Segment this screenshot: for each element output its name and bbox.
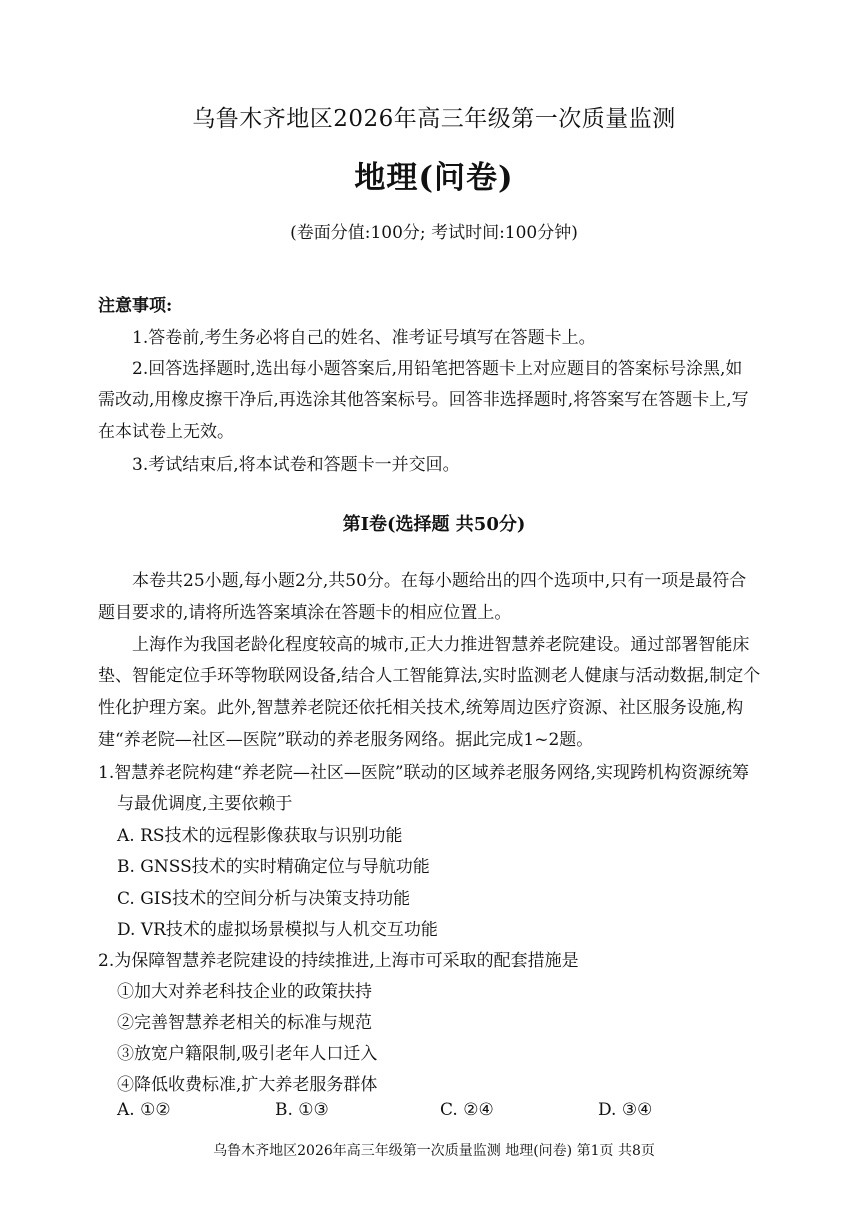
- question-2-stem: 2.为保障智慧养老院建设的持续推进,上海市可采取的配套措施是: [98, 951, 579, 971]
- question-2-statement: ④降低收费标准,扩大养老服务群体: [117, 1075, 378, 1095]
- subject-title: 地理(问卷): [354, 160, 514, 196]
- question-2-statement: ②完善智慧养老相关的标准与规范: [117, 1013, 372, 1033]
- passage-line: 建“养老院—社区—医院”联动的养老服务网络。据此完成1~2题。: [98, 730, 594, 750]
- exam-title: 乌鲁木齐地区2026年高三年级第一次质量监测: [192, 106, 676, 132]
- notice-item: 1.答卷前,考生务必将自己的姓名、准考证号填写在答题卡上。: [132, 328, 596, 348]
- notice-item: 2.回答选择题时,选出每小题答案后,用铅笔把答题卡上对应题目的答案标号涂黑,如: [132, 359, 743, 379]
- question-1-option: A. RS技术的远程影像获取与识别功能: [117, 826, 403, 846]
- notice-item: 在本试卷上无效。: [98, 422, 234, 442]
- passage-line: 性化护理方案。此外,智慧养老院还依托相关技术,统筹周边医疗资源、社区服务设施,构: [98, 698, 744, 718]
- question-2-option: A. ①②: [117, 1100, 171, 1120]
- page-footer: 乌鲁木齐地区2026年高三年级第一次质量监测 地理(问卷) 第1页 共8页: [213, 1143, 655, 1159]
- section-title: 第Ⅰ卷(选择题 共50分): [342, 514, 526, 535]
- question-1-stem: 与最优调度,主要依赖于: [117, 794, 293, 814]
- notice-heading: 注意事项:: [98, 296, 173, 316]
- section-intro: 题目要求的,请将所选答案填涂在答题卡的相应位置上。: [98, 603, 512, 623]
- question-2-statement: ③放宽户籍限制,吸引老年人口迁入: [117, 1044, 378, 1064]
- notice-item: 需改动,用橡皮擦干净后,再选涂其他答案标号。回答非选择题时,将答案写在答题卡上,写: [98, 390, 749, 410]
- notice-item: 3.考试结束后,将本试卷和答题卡一并交回。: [132, 455, 460, 475]
- passage-line: 垫、智能定位手环等物联网设备,结合人工智能算法,实时监测老人健康与活动数据,制定个: [98, 666, 761, 686]
- question-2-option: D. ③④: [598, 1100, 653, 1120]
- question-1-option: C. GIS技术的空间分析与决策支持功能: [117, 889, 411, 909]
- passage-line: 上海作为我国老龄化程度较高的城市,正大力推进智慧养老院建设。通过部署智能床: [132, 635, 750, 655]
- section-intro: 本卷共25小题,每小题2分,共50分。在每小题给出的四个选项中,只有一项是最符合: [132, 571, 747, 591]
- exam-info: (卷面分值:100分; 考试时间:100分钟): [290, 223, 578, 243]
- question-1-option: D. VR技术的虚拟场景模拟与人机交互功能: [117, 920, 438, 940]
- question-1-stem: 1.智慧养老院构建“养老院—社区—医院”联动的区域养老服务网络,实现跨机构资源统筹: [98, 763, 750, 783]
- question-2-option: B. ①③: [275, 1100, 329, 1120]
- question-2-statement: ①加大对养老科技企业的政策扶持: [117, 982, 372, 1002]
- question-1-option: B. GNSS技术的实时精确定位与导航功能: [117, 857, 430, 877]
- question-2-option: C. ②④: [440, 1100, 494, 1120]
